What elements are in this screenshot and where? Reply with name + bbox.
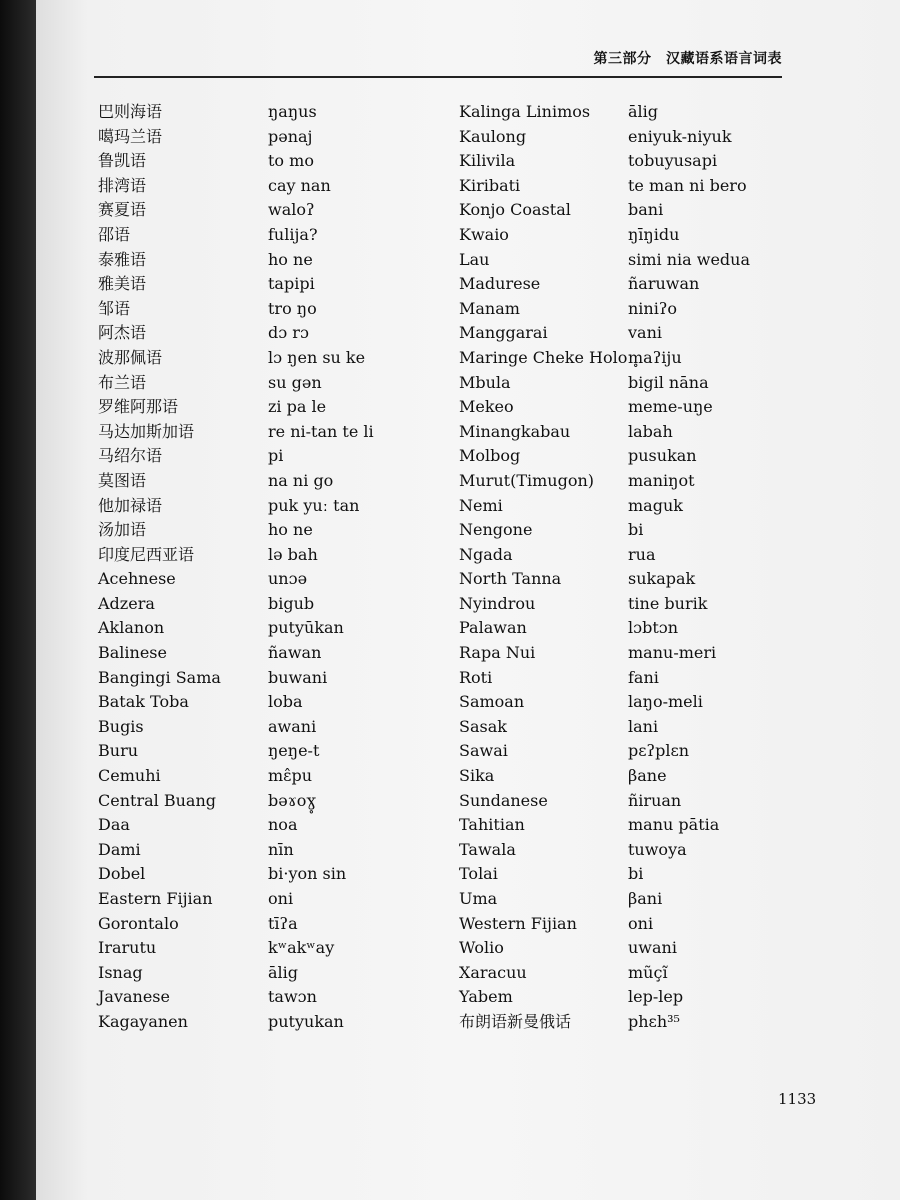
- word-form: unɔə: [268, 569, 308, 589]
- word-form: mũçĩ: [628, 962, 668, 982]
- word-form: su gən: [268, 372, 322, 392]
- word-form: ho ne: [268, 520, 313, 540]
- language-name: Palawan: [459, 618, 527, 638]
- word-form: laŋo-meli: [628, 692, 703, 712]
- language-name: Kalinga Linimos: [459, 102, 591, 121]
- word-form: dɔ rɔ: [268, 323, 309, 343]
- language-name: Kwaio: [459, 224, 509, 244]
- language-name: 莫图语: [98, 470, 147, 490]
- language-name: Kiribati: [459, 175, 521, 195]
- language-name: Rapa Nui: [459, 643, 536, 663]
- word-form: nīn: [268, 839, 294, 859]
- word-form: pusukan: [628, 446, 697, 466]
- word-form: bani: [628, 200, 664, 220]
- language-name: Dami: [98, 839, 141, 859]
- word-form: tawɔn: [268, 987, 317, 1007]
- word-form: kʷakʷay: [268, 938, 335, 958]
- language-name: Wolio: [459, 938, 504, 958]
- language-name: 阿杰语: [98, 323, 147, 343]
- word-form: niniʔo: [628, 298, 678, 318]
- language-name: 邹语: [98, 298, 131, 318]
- language-name: Balinese: [98, 643, 167, 663]
- language-name: Ngada: [459, 544, 513, 564]
- word-form: pɛʔplɛn: [628, 741, 690, 761]
- language-name: Manggarai: [459, 323, 548, 343]
- word-form: manu-meri: [628, 643, 717, 663]
- language-name: Sawai: [459, 741, 508, 761]
- language-name: Lau: [459, 249, 490, 269]
- language-name: 巴则海语: [98, 102, 163, 121]
- right-word-column: [628, 100, 750, 1035]
- book-spine: [0, 0, 36, 1200]
- page-number: 1133: [778, 1090, 817, 1108]
- language-name: Murut(Timugon): [459, 470, 594, 490]
- language-name: Yabem: [459, 987, 513, 1007]
- word-form: re ni-tan te li: [268, 421, 374, 441]
- language-name: 马绍尔语: [98, 446, 163, 466]
- word-form: pənaj: [268, 126, 313, 146]
- word-form: ālig: [628, 102, 659, 121]
- word-form: oni: [268, 889, 294, 908]
- language-name: Konjo Coastal: [459, 200, 571, 220]
- language-name: 印度尼西亚语: [98, 544, 195, 564]
- word-form: phɛh³⁵: [628, 1011, 680, 1031]
- word-form: awani: [268, 716, 317, 736]
- language-name: 波那佩语: [98, 347, 163, 367]
- language-name: Kagayanen: [98, 1011, 188, 1031]
- language-name: Maringe Cheke Holo: [459, 347, 628, 367]
- language-name: Sasak: [459, 716, 507, 736]
- word-form: zi pa le: [268, 397, 327, 417]
- word-form: ŋeŋe-t: [268, 741, 320, 761]
- language-name: Xaracuu: [459, 962, 527, 982]
- word-form: ŋaŋus: [268, 102, 317, 121]
- language-name: Acehnese: [98, 569, 176, 589]
- word-form: cay nan: [268, 175, 331, 195]
- language-name: 罗维阿那语: [98, 397, 179, 417]
- language-name: Adzera: [98, 593, 155, 613]
- word-form: ñaruwan: [628, 274, 700, 294]
- word-form: lə bah: [268, 544, 318, 564]
- word-form: waloʔ: [268, 200, 315, 220]
- word-form: bigil nāna: [628, 372, 709, 392]
- word-form: te man ni bero: [628, 175, 747, 195]
- word-form: sukapak: [628, 569, 696, 589]
- word-form: pi: [268, 446, 284, 466]
- word-form: simi nia wedua: [628, 249, 750, 269]
- language-name: Daa: [98, 815, 130, 835]
- word-form: maniŋot: [628, 470, 695, 490]
- header-rule: [94, 76, 782, 78]
- word-form: βane: [628, 766, 667, 786]
- language-name: Kilivila: [459, 151, 516, 171]
- left-language-column: [98, 100, 221, 1035]
- language-name: Nyindrou: [459, 593, 536, 613]
- word-form: noa: [268, 815, 298, 835]
- word-form: manu pātia: [628, 815, 720, 835]
- word-form: maguk: [628, 495, 683, 515]
- word-form: fani: [628, 667, 659, 687]
- language-name: Molbog: [459, 446, 521, 466]
- word-form: lɔbtɔn: [628, 618, 679, 638]
- language-name: Aklanon: [98, 618, 165, 638]
- right-language-column: [459, 100, 627, 1035]
- language-name: Minangkabau: [459, 421, 571, 441]
- language-name: Irarutu: [98, 938, 157, 958]
- word-form: meme-uŋe: [628, 397, 713, 417]
- language-name: Central Buang: [98, 790, 216, 810]
- word-form: na ni go: [268, 470, 334, 490]
- word-form: bəɤoɣ̥: [268, 790, 316, 810]
- word-form: ŋīŋidu: [628, 224, 680, 244]
- language-name: 他加禄语: [98, 495, 163, 515]
- left-word-column: [268, 100, 374, 1035]
- word-form: lep-lep: [628, 987, 684, 1007]
- word-form: ñiruan: [628, 790, 682, 810]
- language-name: Nemi: [459, 495, 503, 515]
- language-name: Roti: [459, 667, 493, 687]
- word-form: putyukan: [268, 1011, 344, 1031]
- word-form: βani: [628, 889, 663, 908]
- language-name: Madurese: [459, 274, 541, 294]
- book-page: [36, 0, 900, 1200]
- word-form: bi·yon sin: [268, 864, 347, 884]
- word-form: ñawan: [268, 643, 322, 663]
- language-name: Mekeo: [459, 397, 514, 417]
- language-name: Bangingi Sama: [98, 667, 221, 687]
- language-name: Kaulong: [459, 126, 527, 146]
- language-name: Manam: [459, 298, 520, 318]
- language-name: Bugis: [98, 716, 144, 736]
- language-name: Western Fijian: [459, 913, 577, 933]
- language-name: 赛夏语: [98, 200, 147, 220]
- word-form: eniyuk-niyuk: [628, 126, 732, 146]
- word-form: putyūkan: [268, 618, 344, 638]
- language-name: 邵语: [98, 224, 131, 244]
- word-form: labah: [628, 421, 673, 441]
- word-form: puk yuː tan: [268, 495, 360, 515]
- language-name: Sika: [459, 766, 495, 786]
- language-name: 泰雅语: [98, 249, 147, 269]
- language-name: Batak Toba: [98, 692, 189, 712]
- word-form: buwani: [268, 667, 328, 687]
- language-name: North Tanna: [459, 569, 562, 589]
- language-name: Tahitian: [459, 815, 525, 835]
- running-header: 第三部分 汉藏语系语言词表: [593, 51, 782, 67]
- language-name: Sundanese: [459, 790, 548, 810]
- word-form: tine burik: [628, 593, 708, 613]
- language-name: 汤加语: [98, 520, 147, 540]
- word-form: tīʔa: [268, 913, 298, 933]
- language-name: Javanese: [98, 987, 170, 1007]
- word-form: to mo: [268, 151, 314, 171]
- word-form: tobuyusapi: [628, 151, 718, 171]
- language-name: 噶玛兰语: [98, 126, 163, 146]
- word-form: tro ŋo: [268, 298, 317, 318]
- language-name: Uma: [459, 889, 498, 908]
- language-name: Dobel: [98, 864, 146, 884]
- language-name: 布兰语: [98, 372, 147, 392]
- word-form: tuwoya: [628, 839, 687, 859]
- language-name: Isnag: [98, 962, 143, 982]
- word-form: ho ne: [268, 249, 313, 269]
- language-name: 鲁凯语: [98, 151, 147, 171]
- word-form: fulija?: [268, 224, 318, 244]
- word-form: ālig: [268, 962, 299, 982]
- language-name: 布朗语新曼俄话: [459, 1011, 572, 1031]
- word-form: mɛ̂pu: [268, 766, 313, 786]
- word-form: lani: [628, 716, 659, 736]
- language-name: Tolai: [459, 864, 498, 884]
- language-name: 马达加斯加语: [98, 421, 195, 441]
- word-form: bi: [628, 864, 644, 884]
- word-form: oni: [628, 913, 654, 933]
- language-name: Tawala: [459, 839, 516, 859]
- word-form: uwani: [628, 938, 677, 958]
- language-name: Eastern Fijian: [98, 889, 213, 908]
- language-name: Gorontalo: [98, 913, 179, 933]
- word-form: vani: [628, 323, 662, 343]
- language-name: Buru: [98, 741, 139, 761]
- word-form: rua: [628, 544, 656, 564]
- word-form: bigub: [268, 593, 315, 613]
- language-name: Cemuhi: [98, 766, 161, 786]
- word-form: lɔ ŋen su ke: [268, 347, 366, 367]
- language-name: 雅美语: [98, 274, 147, 294]
- word-form: tapipi: [268, 274, 315, 294]
- language-name: Mbula: [459, 372, 511, 392]
- language-name: Samoan: [459, 692, 525, 712]
- word-form: loba: [268, 692, 303, 712]
- language-name: Nengone: [459, 520, 533, 540]
- language-name: 排湾语: [98, 175, 147, 195]
- word-form: m̥aʔiju: [628, 347, 682, 367]
- word-form: bi: [628, 520, 644, 540]
